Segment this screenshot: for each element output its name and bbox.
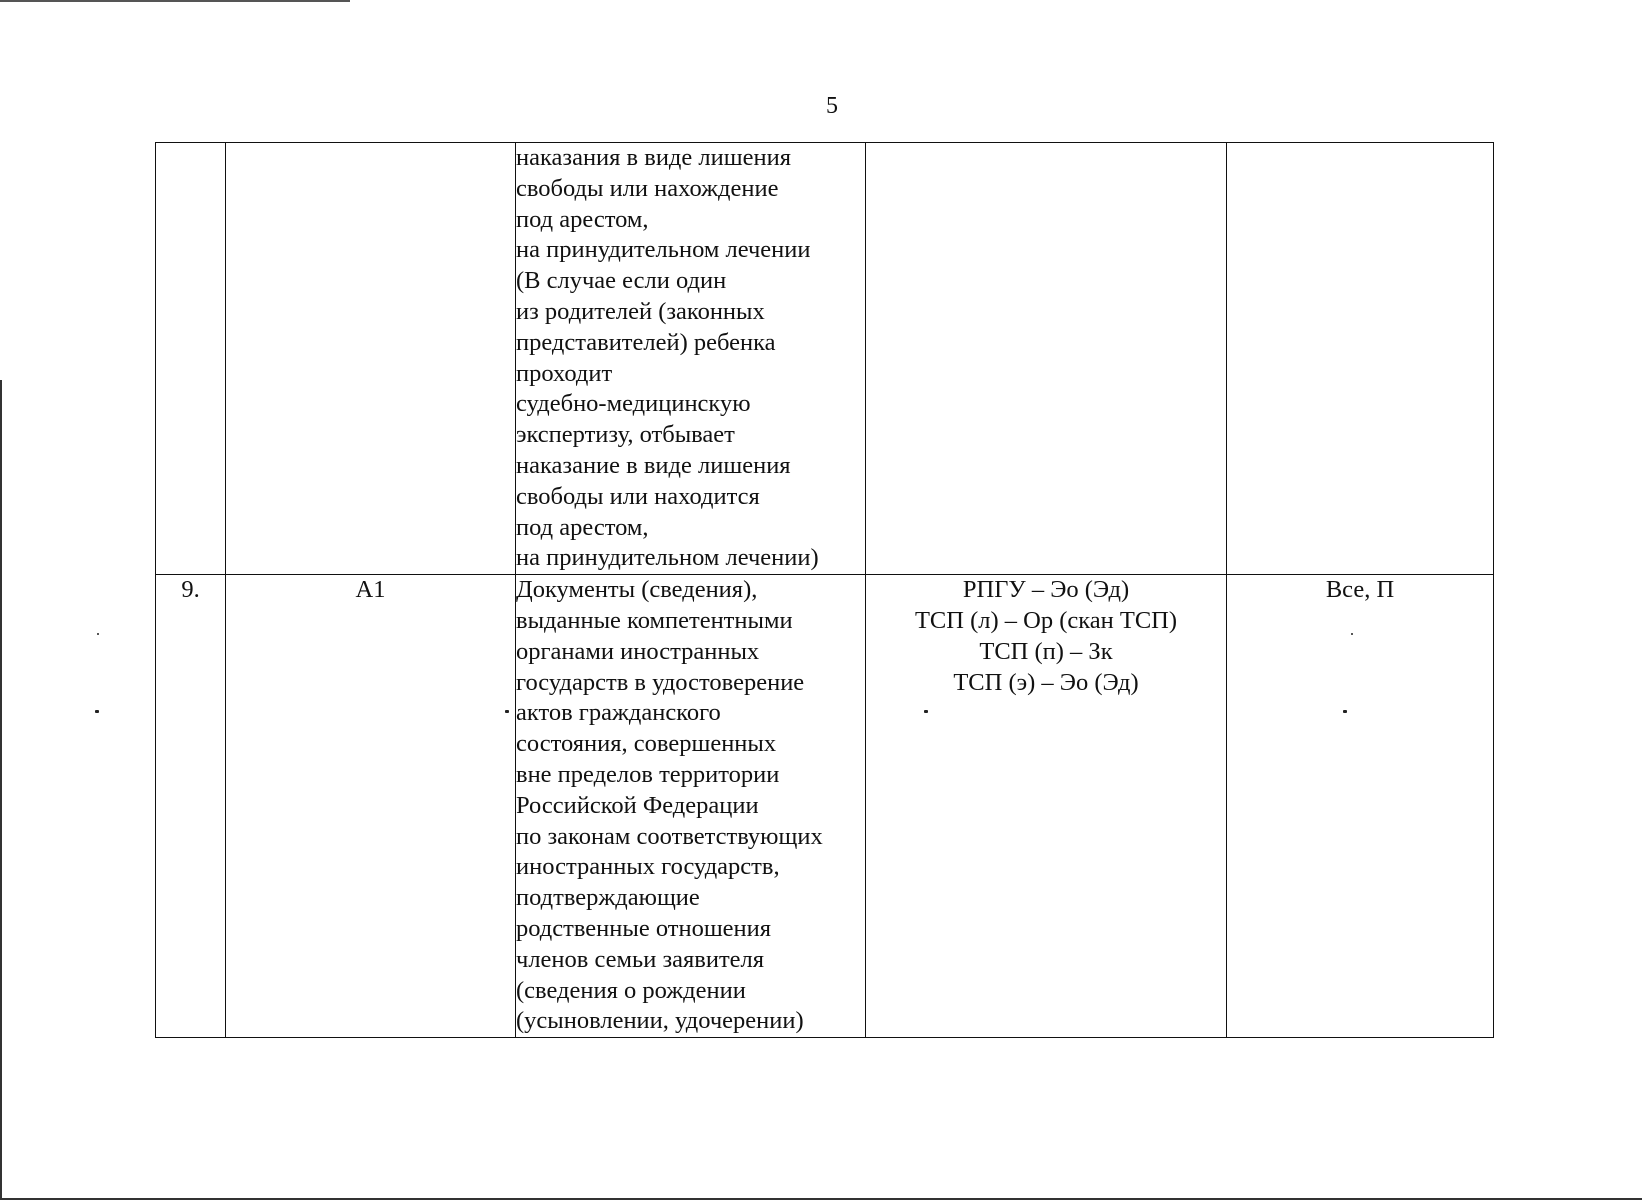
document-description-cell xyxy=(516,143,866,575)
document-description-cell xyxy=(516,575,866,1038)
scan-speck xyxy=(505,710,509,713)
document-text-line: вне пределов территории xyxy=(516,760,780,788)
submission-method-cell xyxy=(866,143,1227,575)
row-code-cell: А1 xyxy=(226,575,516,1038)
document-text-line: на принудительном лечении xyxy=(516,236,811,264)
document-text-line: на принудительном лечении) xyxy=(516,544,819,572)
documents-table xyxy=(155,142,1494,1038)
document-text-line: проходит xyxy=(516,359,613,387)
table-row xyxy=(156,575,1494,1038)
document-text-line: (В случае если один xyxy=(516,267,727,295)
scan-speck xyxy=(97,633,99,635)
document-text-line: под арестом, xyxy=(516,513,649,541)
scan-speck xyxy=(924,710,928,713)
document-text-line: иностранных государств, xyxy=(516,853,780,881)
document-text-line: подтверждающие xyxy=(516,884,700,912)
applicant-category-cell xyxy=(1227,143,1494,575)
submission-method-line: ТСП (э) – Эо (Эд) xyxy=(953,668,1139,696)
document-text-line: наказание в виде лишения xyxy=(516,451,791,479)
applicant-category-cell: Все, П xyxy=(1227,575,1494,1038)
document-text-line: судебно-медицинскую xyxy=(516,390,751,418)
document-text-line: органами иностранных xyxy=(516,637,760,665)
document-text-line: (сведения о рождении xyxy=(516,976,746,1004)
document-text-line: под арестом, xyxy=(516,205,649,233)
document-text-line: выданные компетентными xyxy=(516,606,793,634)
row-code-cell xyxy=(226,143,516,575)
document-text-line: свободы или находится xyxy=(516,482,760,510)
document-text-line: состояния, совершенных xyxy=(516,730,777,758)
document-text-line: представителей) ребенка xyxy=(516,328,776,356)
scan-edge-top xyxy=(0,0,350,2)
submission-method-line: ТСП (п) – Зк xyxy=(979,637,1113,665)
table-row xyxy=(156,143,1494,575)
document-text-line: Документы (сведения), xyxy=(516,576,758,604)
document-text-line: членов семьи заявителя xyxy=(516,945,765,973)
document-text-line: (усыновлении, удочерении) xyxy=(516,1007,804,1035)
row-number-cell xyxy=(156,143,226,575)
submission-method-line: РПГУ – Эо (Эд) xyxy=(962,576,1130,604)
submission-method-line: ТСП (л) – Ор (скан ТСП) xyxy=(914,606,1178,634)
submission-method-cell xyxy=(866,575,1227,1038)
document-text-line: экспертизу, отбывает xyxy=(516,421,735,449)
document-text-line: родственные отношения xyxy=(516,914,772,942)
document-text-line: свободы или нахождение xyxy=(516,174,779,202)
page-number: 5 xyxy=(826,93,838,119)
document-text-line: актов гражданского xyxy=(516,699,721,727)
document-text-line: государств в удостоверение xyxy=(516,668,805,696)
document-text-line: Российской Федерации xyxy=(516,791,759,819)
scan-edge-left xyxy=(0,380,2,1200)
scan-speck xyxy=(1343,710,1347,713)
scan-speck xyxy=(1351,633,1353,635)
document-text-line: наказания в виде лишения xyxy=(516,144,791,171)
document-text-line: по законам соответствующих xyxy=(516,822,823,850)
scan-speck xyxy=(95,710,99,713)
document-text-line: из родителей (законных xyxy=(516,297,765,325)
row-number-cell: 9. xyxy=(156,575,226,1038)
